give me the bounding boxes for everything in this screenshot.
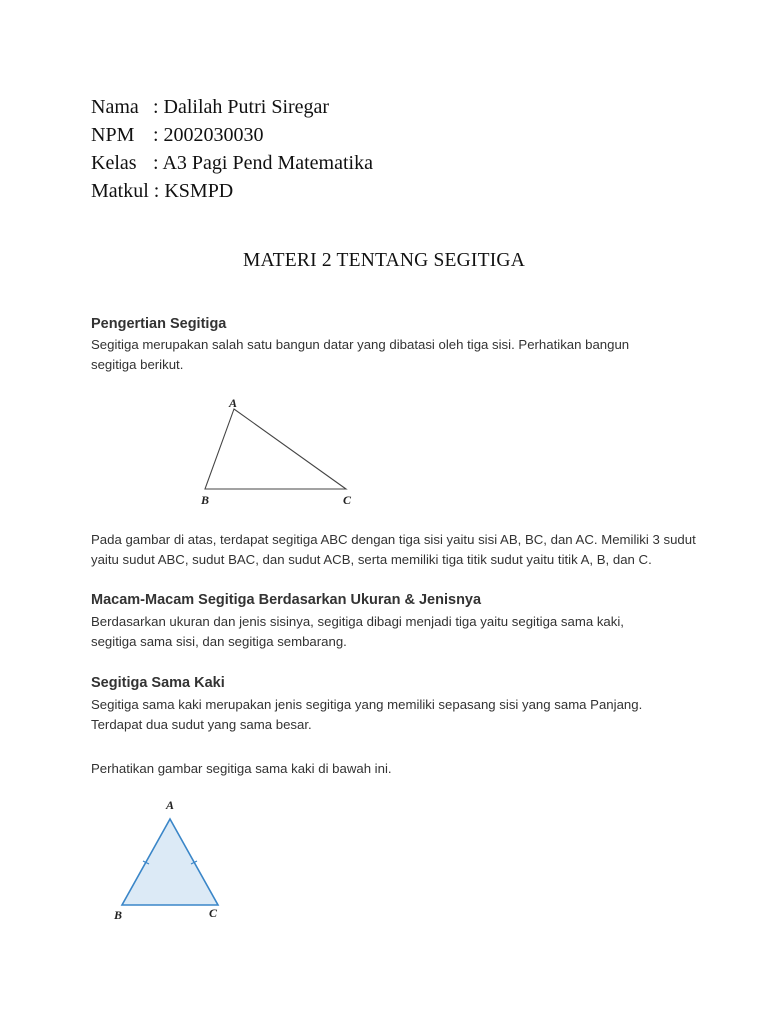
- paragraph-line: Pada gambar di atas, terdapat segitiga ABC dengan tiga sisi yaitu sisi AB, BC, dan AC. Memiliki 3 sudut: [91, 532, 696, 547]
- vertex-label-b: B: [201, 493, 210, 507]
- isosceles-triangle-figure: [108, 795, 238, 930]
- nama-value: : Dalilah Putri Siregar: [153, 96, 330, 118]
- vertex-label-c: C: [209, 906, 218, 920]
- paragraph-line: yaitu sudut ABC, sudut BAC, dan sudut ACB, serta memiliki tiga titik sudut yaitu titik A, B, dan C.: [91, 552, 652, 567]
- triangle-abc-shape: [205, 409, 346, 489]
- paragraph-line: Perhatikan gambar segitiga sama kaki di bawah ini.: [91, 761, 392, 776]
- paragraph-triangle-description: [91, 530, 696, 570]
- paragraph-line: segitiga sama sisi, dan segitiga sembarang.: [91, 634, 347, 649]
- nama-label: Nama: [91, 96, 139, 118]
- vertex-label-a: A: [166, 798, 175, 812]
- triangle-abc-figure: [195, 392, 370, 512]
- paragraph-line: Segitiga sama kaki merupakan jenis segitiga yang memiliki sepasang sisi yang sama Panjang.: [91, 697, 643, 712]
- paragraph-line: Segitiga merupakan salah satu bangun datar yang dibatasi oleh tiga sisi. Perhatikan bangun: [91, 337, 630, 352]
- info-row-nama: [91, 93, 373, 121]
- npm-value: : 2002030030: [153, 124, 264, 146]
- heading-segitiga-sama-kaki: Segitiga Sama Kaki: [91, 675, 225, 691]
- isosceles-triangle-shape: [122, 819, 218, 905]
- paragraph-line: Berdasarkan ukuran dan jenis sisinya, segitiga dibagi menjadi tiga yaitu segitiga sama kaki,: [91, 614, 624, 629]
- vertex-label-a: A: [229, 396, 238, 410]
- paragraph-sama-kaki: [91, 695, 681, 735]
- kelas-value: : A3 Pagi Pend Matematika: [153, 152, 373, 174]
- heading-macam-segitiga: Macam-Macam Segitiga Berdasarkan Ukuran & Jenisnya: [91, 592, 482, 608]
- paragraph-line: Terdapat dua sudut yang sama besar.: [91, 717, 312, 732]
- info-row-kelas: [91, 149, 373, 177]
- paragraph-macam: [91, 612, 681, 652]
- info-row-matkul: [91, 177, 373, 205]
- paragraph-line: segitiga berikut.: [91, 357, 184, 372]
- student-info: [91, 93, 373, 205]
- npm-label: NPM: [91, 124, 135, 146]
- matkul-value: : KSMPD: [153, 180, 234, 202]
- document-title: MATERI 2 TENTANG SEGITIGA: [242, 250, 525, 271]
- vertex-label-b: B: [114, 908, 123, 922]
- kelas-label: Kelas: [91, 152, 137, 174]
- matkul-label: Matkul: [91, 180, 149, 202]
- paragraph-perhatikan: [91, 759, 681, 779]
- heading-pengertian-segitiga: Pengertian Segitiga: [91, 316, 227, 332]
- vertex-label-c: C: [343, 493, 352, 507]
- paragraph-pengertian: [91, 335, 681, 375]
- info-row-npm: [91, 121, 373, 149]
